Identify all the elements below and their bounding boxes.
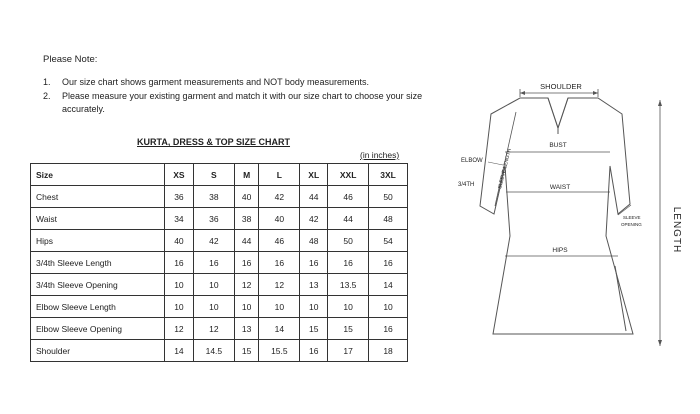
- size-value-cell: 16: [259, 252, 300, 274]
- note-number: 1.: [43, 77, 51, 87]
- kurta-measurement-diagram: [448, 76, 688, 356]
- table-row: [31, 318, 408, 340]
- size-value-cell: 15: [328, 318, 369, 340]
- sleeve-length-label: SLEEVE LENGTH: [497, 148, 513, 190]
- size-value-cell: 16: [369, 318, 408, 340]
- size-value-cell: 13.5: [328, 274, 369, 296]
- size-value-cell: 14: [165, 340, 194, 362]
- length-label: LENGTH: [671, 206, 682, 254]
- size-value-cell: 17: [328, 340, 369, 362]
- neckline: [548, 98, 568, 128]
- header-cell: Size: [31, 164, 165, 186]
- table-header-row: [31, 164, 408, 186]
- size-value-cell: 10: [165, 274, 194, 296]
- size-value-cell: 54: [369, 230, 408, 252]
- header-cell: XL: [300, 164, 328, 186]
- size-value-cell: 10: [165, 296, 194, 318]
- size-value-cell: 38: [234, 208, 258, 230]
- table-row: [31, 340, 408, 362]
- size-value-cell: 15: [300, 318, 328, 340]
- size-value-cell: 15: [234, 340, 258, 362]
- size-value-cell: 10: [259, 296, 300, 318]
- table-row: [31, 252, 408, 274]
- size-value-cell: 44: [234, 230, 258, 252]
- table-row: [31, 208, 408, 230]
- size-value-cell: 12: [234, 274, 258, 296]
- size-value-cell: 44: [328, 208, 369, 230]
- size-value-cell: 48: [369, 208, 408, 230]
- size-value-cell: 46: [328, 186, 369, 208]
- size-value-cell: 16: [165, 252, 194, 274]
- size-value-cell: 36: [193, 208, 234, 230]
- size-value-cell: 10: [234, 296, 258, 318]
- size-value-cell: 42: [193, 230, 234, 252]
- size-value-cell: 44: [300, 186, 328, 208]
- note-title: Please Note:: [43, 54, 98, 65]
- header-cell: XS: [165, 164, 194, 186]
- table-row: [31, 274, 408, 296]
- size-value-cell: 13: [234, 318, 258, 340]
- shoulder-label: SHOULDER: [540, 82, 582, 91]
- size-value-cell: 10: [328, 296, 369, 318]
- size-table: [30, 163, 408, 362]
- row-label: Hips: [31, 230, 165, 252]
- row-label: 3/4th Sleeve Opening: [31, 274, 165, 296]
- size-value-cell: 40: [165, 230, 194, 252]
- size-value-cell: 15.5: [259, 340, 300, 362]
- row-label: Waist: [31, 208, 165, 230]
- size-value-cell: 50: [369, 186, 408, 208]
- row-label: Elbow Sleeve Opening: [31, 318, 165, 340]
- header-cell: 3XL: [369, 164, 408, 186]
- row-label: Shoulder: [31, 340, 165, 362]
- size-value-cell: 16: [234, 252, 258, 274]
- size-value-cell: 12: [193, 318, 234, 340]
- waist-label: WAIST: [549, 184, 571, 191]
- size-value-cell: 50: [328, 230, 369, 252]
- sleeve-opening-line: [618, 205, 631, 215]
- note-item: [43, 76, 438, 89]
- elbow-label: ELBOW: [461, 158, 483, 164]
- size-value-cell: 40: [259, 208, 300, 230]
- size-value-cell: 10: [369, 296, 408, 318]
- bust-label: BUST: [549, 142, 567, 149]
- sleeve-opening-label: OPENING: [621, 222, 642, 227]
- hips-label: HIPS: [552, 247, 568, 254]
- note-text: Please measure your existing garment and match it with our size chart to choose your size accurately.: [62, 91, 423, 114]
- row-label: Elbow Sleeve Length: [31, 296, 165, 318]
- note-text: Our size chart shows garment measurements and NOT body measurements.: [62, 77, 369, 87]
- note-item: [43, 90, 438, 116]
- size-value-cell: 16: [369, 252, 408, 274]
- sleeve-opening-label: SLEEVE: [623, 215, 641, 220]
- size-value-cell: 13: [300, 274, 328, 296]
- size-value-cell: 34: [165, 208, 194, 230]
- kurta-outline: [480, 98, 633, 334]
- size-value-cell: 36: [165, 186, 194, 208]
- size-value-cell: 14.5: [193, 340, 234, 362]
- size-value-cell: 42: [300, 208, 328, 230]
- row-label: 3/4th Sleeve Length: [31, 252, 165, 274]
- size-value-cell: 40: [234, 186, 258, 208]
- size-value-cell: 12: [259, 274, 300, 296]
- size-value-cell: 10: [193, 296, 234, 318]
- header-cell: XXL: [328, 164, 369, 186]
- header-cell: L: [259, 164, 300, 186]
- three-fourth-label: 3/4TH: [458, 182, 475, 188]
- size-value-cell: 10: [193, 274, 234, 296]
- unit-note: (in inches): [360, 150, 400, 160]
- size-value-cell: 10: [300, 296, 328, 318]
- size-value-cell: 14: [259, 318, 300, 340]
- note-number: 2.: [43, 91, 51, 101]
- size-value-cell: 16: [300, 252, 328, 274]
- size-value-cell: 16: [328, 252, 369, 274]
- header-cell: S: [193, 164, 234, 186]
- row-label: Chest: [31, 186, 165, 208]
- size-value-cell: 18: [369, 340, 408, 362]
- note-list: [43, 76, 438, 117]
- size-value-cell: 48: [300, 230, 328, 252]
- table-row: [31, 186, 408, 208]
- chart-title: KURTA, DRESS & TOP SIZE CHART: [137, 137, 291, 147]
- size-value-cell: 16: [300, 340, 328, 362]
- table-row: [31, 296, 408, 318]
- table-row: [31, 230, 408, 252]
- size-value-cell: 14: [369, 274, 408, 296]
- size-value-cell: 46: [259, 230, 300, 252]
- header-cell: M: [234, 164, 258, 186]
- size-value-cell: 16: [193, 252, 234, 274]
- size-value-cell: 38: [193, 186, 234, 208]
- size-value-cell: 12: [165, 318, 194, 340]
- size-value-cell: 42: [259, 186, 300, 208]
